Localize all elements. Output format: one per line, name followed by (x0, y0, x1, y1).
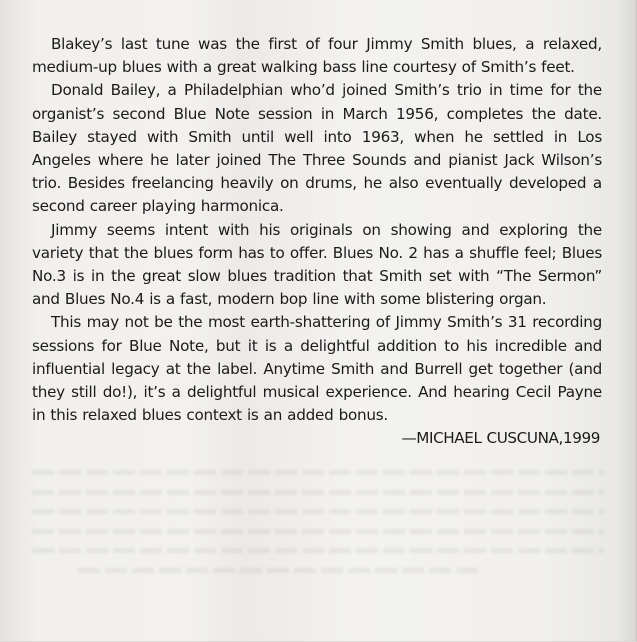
bleed-line (32, 490, 604, 495)
bleed-line (32, 470, 604, 475)
paragraph-closing: This may not be the most earth-shattering of Jimmy Smith’s 31 recording sessions for Blue Note, but it is a delightful addition to his incredible and influential legacy at the label. Anytime Smith and Burrell get together (and they still do!), it’s a delightful musical experience. And hearing Cecil Payne in this relaxed blues context is an added bonus. (32, 313, 602, 425)
paragraph-donald-bailey: Donald Bailey, a Philadelphian who’d joined Smith’s trio in time for the organist’s second Blue Note session in March 1956, completes the date. Bailey stayed with Smith until well into 1963, when he settled in Los Angeles where he later joined The Three Sounds and pianist Jack Wilson’s trio. Besides freelancing heavily on drums, he also eventually developed a second career playing harmonica. (32, 81, 602, 216)
author-signature: —MICHAEL CUSCUNA,1999 (401, 429, 600, 448)
show-through-text-bleed (32, 470, 604, 587)
bleed-line (78, 568, 478, 573)
bleed-line (32, 548, 604, 553)
bleed-line (32, 509, 604, 514)
paragraph-jimmy-originals: Jimmy seems intent with his originals on showing and exploring the variety that the blues form has to offer. Blues No. 2 has a shuffle feel; Blues No.3 is in the great slow blues tradition that Smith set with “The Sermon” and Blues No.4 is a fast, modern bop line with some blistering organ. (32, 220, 602, 309)
liner-notes-text (32, 33, 602, 451)
paragraph-blakey: Blakey’s last tune was the first of four Jimmy Smith blues, a relaxed, medium-up blues with a great walking bass line courtesy of Smith’s feet. (32, 35, 602, 77)
bleed-line (32, 529, 604, 534)
